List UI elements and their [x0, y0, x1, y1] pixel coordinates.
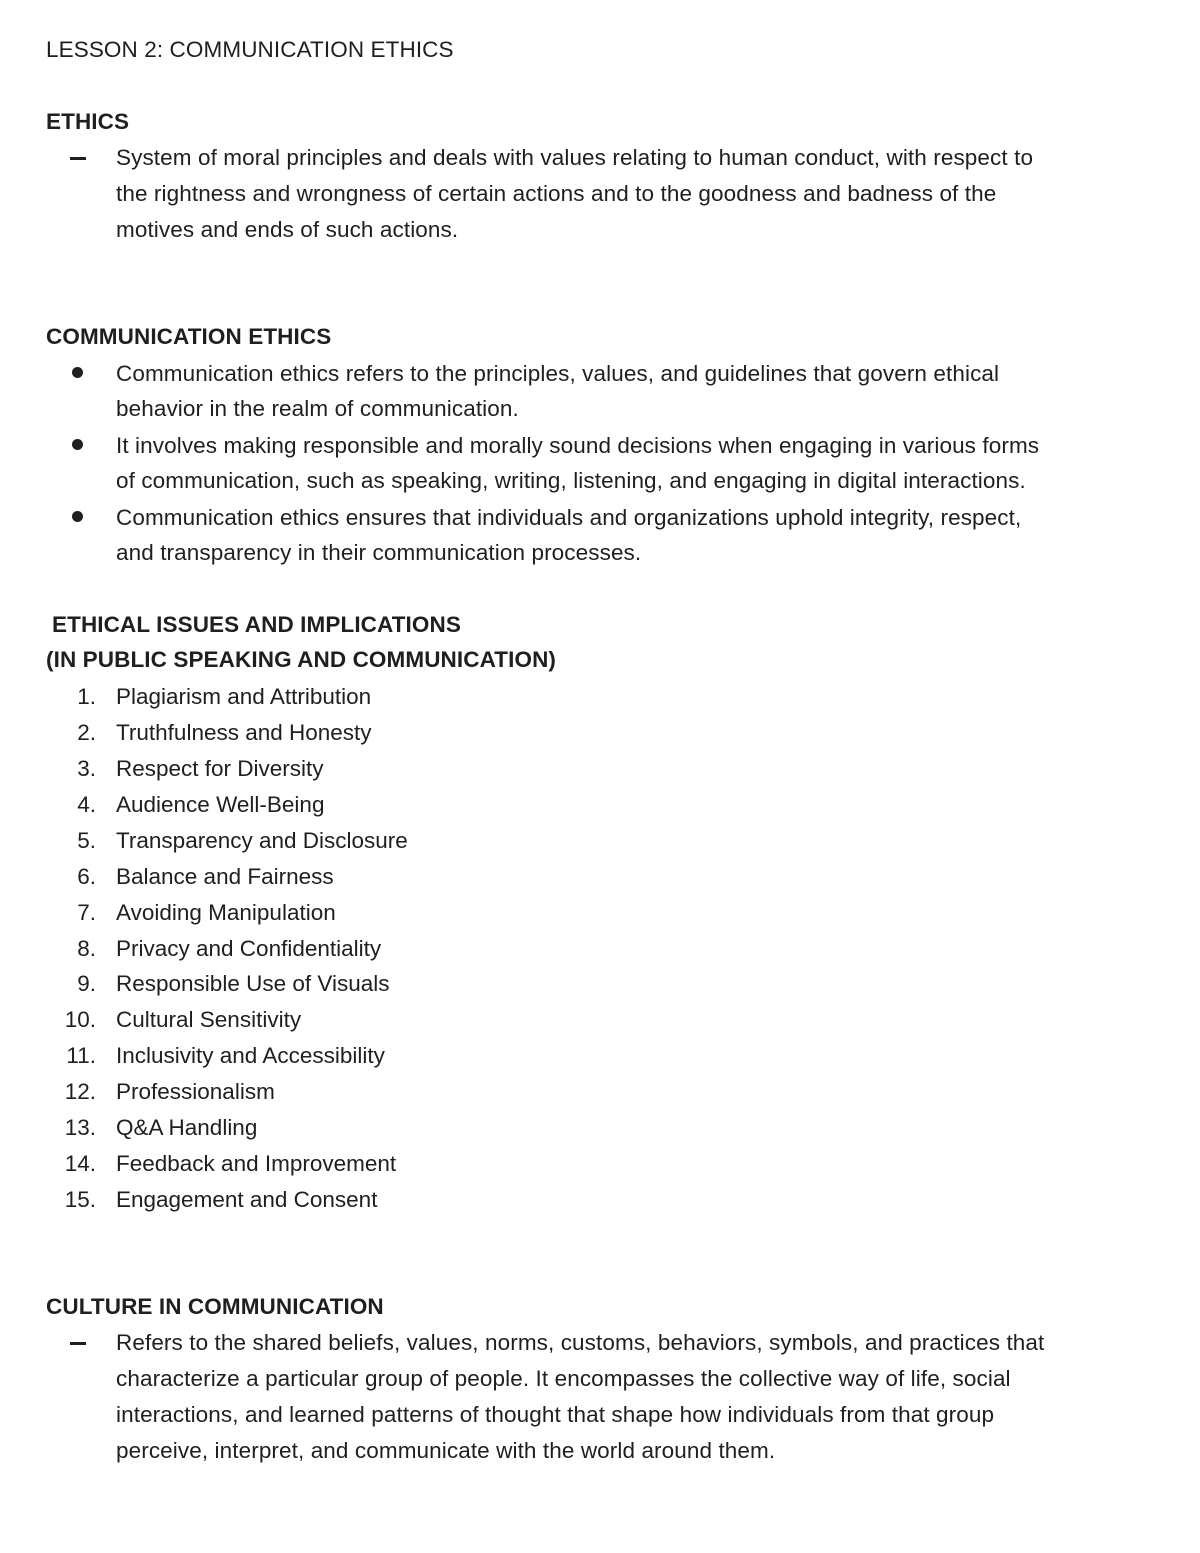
culture-definition-line: interactions, and learned patterns of thought that shape how individuals from that group [116, 1402, 995, 1427]
communication-ethics-heading: COMMUNICATION ETHICS [46, 324, 332, 349]
communication-ethics-bullet-line: Communication ethics refers to the principles, values, and guidelines that govern ethical [116, 361, 1000, 386]
list-item: Balance and Fairness [116, 864, 334, 889]
list-item: Respect for Diversity [116, 756, 324, 781]
list-item-number: 10. [64, 1007, 96, 1032]
communication-ethics-bullet-line: Communication ethics ensures that individuals and organizations uphold integrity, respect, [116, 505, 1022, 530]
list-item-number: 4. [77, 792, 96, 817]
list-item-number: 8. [77, 936, 96, 961]
bullet-icon [72, 439, 83, 450]
list-item: Privacy and Confidentiality [116, 936, 382, 961]
communication-ethics-bullet-line: and transparency in their communication processes. [116, 540, 642, 565]
lesson-title: LESSON 2: COMMUNICATION ETHICS [46, 37, 454, 62]
culture-heading: CULTURE IN COMMUNICATION [46, 1294, 384, 1319]
bullet-icon [72, 511, 83, 522]
list-item-number: 6. [77, 864, 96, 889]
list-item-number: 11. [66, 1043, 96, 1068]
list-item: Professionalism [116, 1079, 275, 1104]
culture-definition-line: Refers to the shared beliefs, values, norms, customs, behaviors, symbols, and practices that [116, 1330, 1045, 1355]
list-item-number: 15. [64, 1187, 96, 1212]
ethical-issues-heading: ETHICAL ISSUES AND IMPLICATIONS [52, 612, 461, 637]
ethics-definition-line: motives and ends of such actions. [116, 217, 459, 242]
culture-definition-line: characterize a particular group of people. It encompasses the collective way of life, social [116, 1366, 1011, 1391]
list-item: Audience Well-Being [116, 792, 325, 817]
list-item: Q&A Handling [116, 1115, 258, 1140]
list-item-number: 12. [64, 1079, 96, 1104]
list-item-number: 14. [64, 1151, 96, 1176]
list-item: Engagement and Consent [116, 1187, 378, 1212]
list-item: Avoiding Manipulation [116, 900, 336, 925]
culture-definition-line: perceive, interpret, and communicate with the world around them. [116, 1438, 776, 1463]
list-item-number: 9. [77, 971, 96, 996]
list-item-number: 3. [77, 756, 96, 781]
communication-ethics-bullet-line: It involves making responsible and morally sound decisions when engaging in various forms [116, 433, 1040, 458]
list-item: Transparency and Disclosure [116, 828, 408, 853]
list-item: Inclusivity and Accessibility [116, 1043, 385, 1068]
list-item: Truthfulness and Honesty [116, 720, 372, 745]
list-item: Plagiarism and Attribution [116, 684, 372, 709]
list-item-number: 5. [77, 828, 96, 853]
list-item-number: 1. [77, 684, 96, 709]
list-item-number: 2. [77, 720, 96, 745]
list-item-number: 13. [64, 1115, 96, 1140]
ethical-issues-subheading: (IN PUBLIC SPEAKING AND COMMUNICATION) [46, 647, 557, 672]
communication-ethics-bullet-line: behavior in the realm of communication. [116, 396, 519, 421]
ethics-heading: ETHICS [46, 109, 130, 134]
communication-ethics-bullet-line: of communication, such as speaking, writing, listening, and engaging in digital interactions. [116, 468, 1026, 493]
ethics-definition-line: System of moral principles and deals with values relating to human conduct, with respect to [116, 145, 1034, 170]
list-item-number: 7. [77, 900, 96, 925]
list-item: Feedback and Improvement [116, 1151, 397, 1176]
ethics-definition-line: the rightness and wrongness of certain actions and to the goodness and badness of the [116, 181, 997, 206]
bullet-icon [72, 367, 83, 378]
dash-marker-icon [70, 1342, 86, 1345]
dash-marker-icon [70, 157, 86, 160]
list-item: Cultural Sensitivity [116, 1007, 302, 1032]
list-item: Responsible Use of Visuals [116, 971, 390, 996]
